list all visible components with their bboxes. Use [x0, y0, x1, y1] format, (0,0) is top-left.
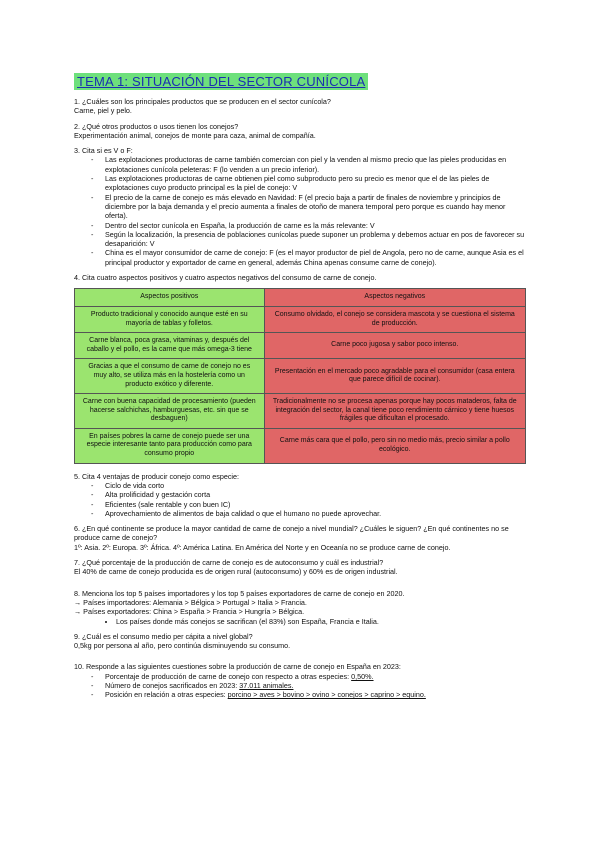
list-item: - Aprovechamiento de alimentos de baja calidad o que el humano no puede aprovechar.: [91, 509, 530, 518]
list-item: - Las explotaciones productoras de carne obtienen piel como subproducto pero su precio es menor que el de las pieles de explotaciones cuyo producto principal es la piel de conejo: V: [91, 174, 530, 193]
table-row: [75, 428, 526, 463]
list-item: - China es el mayor consumidor de carne de conejo: F (es el mayor productor de piel de Angola, pero no de carne, aunque Asia es el principal productor y exportador de carne en general, además China apenas consume carne de conejo).: [91, 248, 530, 267]
question-2: 2. ¿Qué otros productos o usos tienen los conejos?: [74, 121, 239, 131]
question-3: 3. Cita si es V o F:: [74, 146, 133, 156]
answer-1: Carne, piel y pelo.: [74, 106, 132, 116]
item-label: Número de conejos sacrificados en 2023:: [105, 681, 238, 690]
header-negative: Aspectos negativos: [264, 289, 525, 307]
importers-line: → Países importadores: Alemania > Bélgica > Portugal > Italia > Francia.: [74, 597, 307, 607]
advantages-list: [74, 481, 530, 518]
true-false-list: [74, 155, 530, 267]
item-label: Posición en relación a otras especies:: [105, 690, 226, 700]
item-label: Porcentaje de producción de carne de conejo con respecto a otras especies:: [105, 671, 350, 681]
list-item: [91, 690, 530, 699]
negative-cell: Consumo olvidado, el conejo se considera mascota y se cuestiona el sistema de producción.: [264, 306, 525, 332]
list-item: - El precio de la carne de conejo es más elevado en Navidad: F (el precio baja a partir de finales de noviembre y principios de diciembre por la baja demanda y el precio aumenta a finales de otoño de manera temporal pero porque es cuando hay menor oferta).: [91, 193, 530, 221]
question-10: 10. Responde a las siguientes cuestiones sobre la producción de carne de conejo en España en 2023:: [74, 662, 401, 672]
spain-production-list: [74, 672, 530, 700]
positive-cell: Carne blanca, poca grasa, vitaminas y, después del caballo y el pollo, es la carne que más omega-3 tiene: [75, 333, 265, 359]
slaughter-note-list: [74, 617, 530, 626]
header-positive: Aspectos positivos: [75, 289, 265, 307]
list-item: • Los países donde más conejos se sacrifican (el 83%) son España, Francia e Italia.: [116, 617, 530, 626]
exporters-line: → Países exportadores: China > España > Francia > Hungría > Bélgica.: [74, 607, 305, 617]
list-item: - Las explotaciones productoras de carne también comercian con piel y la venden al mismo precio que las pieles producidas en explotaciones cunícola peleteras: F (lo venden a un precio inferior).: [91, 155, 530, 174]
question-8: 8. Menciona los top 5 países importadores y los top 5 países exportadores de carne de conejo en 2020.: [74, 588, 405, 598]
list-item: - Eficientes (sale rentable y con buen IC): [91, 500, 530, 509]
aspects-table: [74, 288, 526, 463]
answer-7: El 40% de carne de conejo producida es de origen rural (autoconsumo) y 60% es de origen industrial.: [74, 567, 398, 577]
positive-cell: Producto tradicional y conocido aunque esté en su mayoría de tablas y folletos.: [75, 306, 265, 332]
negative-cell: Tradicionalmente no se procesa apenas porque hay pocos mataderos, falta de integración del sector, la canal tiene poco rendimiento cárnico y tiene huesos frágiles que dificultan el procesado.: [264, 394, 525, 429]
item-value: 0,50%.: [351, 671, 374, 681]
list-item: - Ciclo de vida corto: [91, 481, 530, 490]
answer-2: Experimentación animal, conejos de monte para caza, animal de compañía.: [74, 130, 316, 140]
positive-cell: Gracias a que el consumo de carne de conejo no es muy alto, se utiliza más en la hostelería como un producto exótico y diferente.: [75, 359, 265, 394]
item-value: 37.011 animales.: [239, 681, 294, 690]
table-header-row: [75, 289, 526, 307]
page-title: TEMA 1: SITUACIÓN DEL SECTOR CUNÍCOLA: [74, 73, 368, 90]
negative-cell: Carne poco jugosa y sabor poco intenso.: [264, 333, 525, 359]
list-item: - Dentro del sector cunícola en España, la producción de carne es la más relevante: V: [91, 221, 530, 230]
document-body: [74, 97, 530, 706]
table-row: [75, 394, 526, 429]
question-4: 4. Cita cuatro aspectos positivos y cuatro aspectos negativos del consumo de carne de conejo.: [74, 273, 377, 283]
answer-6: 1º: Asia. 2º: Europa. 3º: África. 4º: América Latina. En América del Norte y en Oceanía no se produce carne de conejo.: [74, 542, 451, 552]
item-value: porcino > aves > bovino > ovino > conejos > caprino > equino.: [227, 690, 426, 700]
question-6: 6. ¿En qué continente se produce la mayor cantidad de carne de conejo a nivel mundial? ¿Cuáles le siguen? ¿En qué continentes no se produce carne de conejo?: [74, 524, 509, 543]
list-item: - Alta prolificidad y gestación corta: [91, 490, 530, 499]
negative-cell: Presentación en el mercado poco agradable para el consumidor (casa entera que parece difícil de cocinar).: [264, 359, 525, 394]
positive-cell: Carne con buena capacidad de procesamiento (pueden hacerse salchichas, hamburguesas, etc. sin que se desbaguen): [75, 394, 265, 429]
question-9: 9. ¿Cuál es el consumo medio per cápita a nivel global?: [74, 631, 253, 641]
question-5: 5. Cita 4 ventajas de producir conejo como especie:: [74, 471, 240, 481]
negative-cell: Carne más cara que el pollo, pero sin no medio más, precio similar a pollo ecológico.: [264, 428, 525, 463]
question-1: 1. ¿Cuáles son los principales productos que se producen en el sector cunícola?: [74, 97, 331, 106]
table-row: [75, 333, 526, 359]
list-item: - Según la localización, la presencia de poblaciones cunícolas puede suponer un problema y debemos actuar en pos de favorecer su desaparición: V: [91, 230, 530, 249]
table-row: [75, 306, 526, 332]
answer-9: 0,5kg por persona al año, pero continúa disminuyendo su consumo.: [74, 641, 291, 651]
list-item: [91, 681, 530, 690]
positive-cell: En países pobres la carne de conejo puede ser una especie interesante tanto para producción como para consumo propio: [75, 428, 265, 463]
table-row: [75, 359, 526, 394]
list-item: [91, 672, 530, 681]
question-7: 7. ¿Qué porcentaje de la producción de carne de conejo es de autoconsumo y cuál es industrial?: [74, 558, 384, 568]
